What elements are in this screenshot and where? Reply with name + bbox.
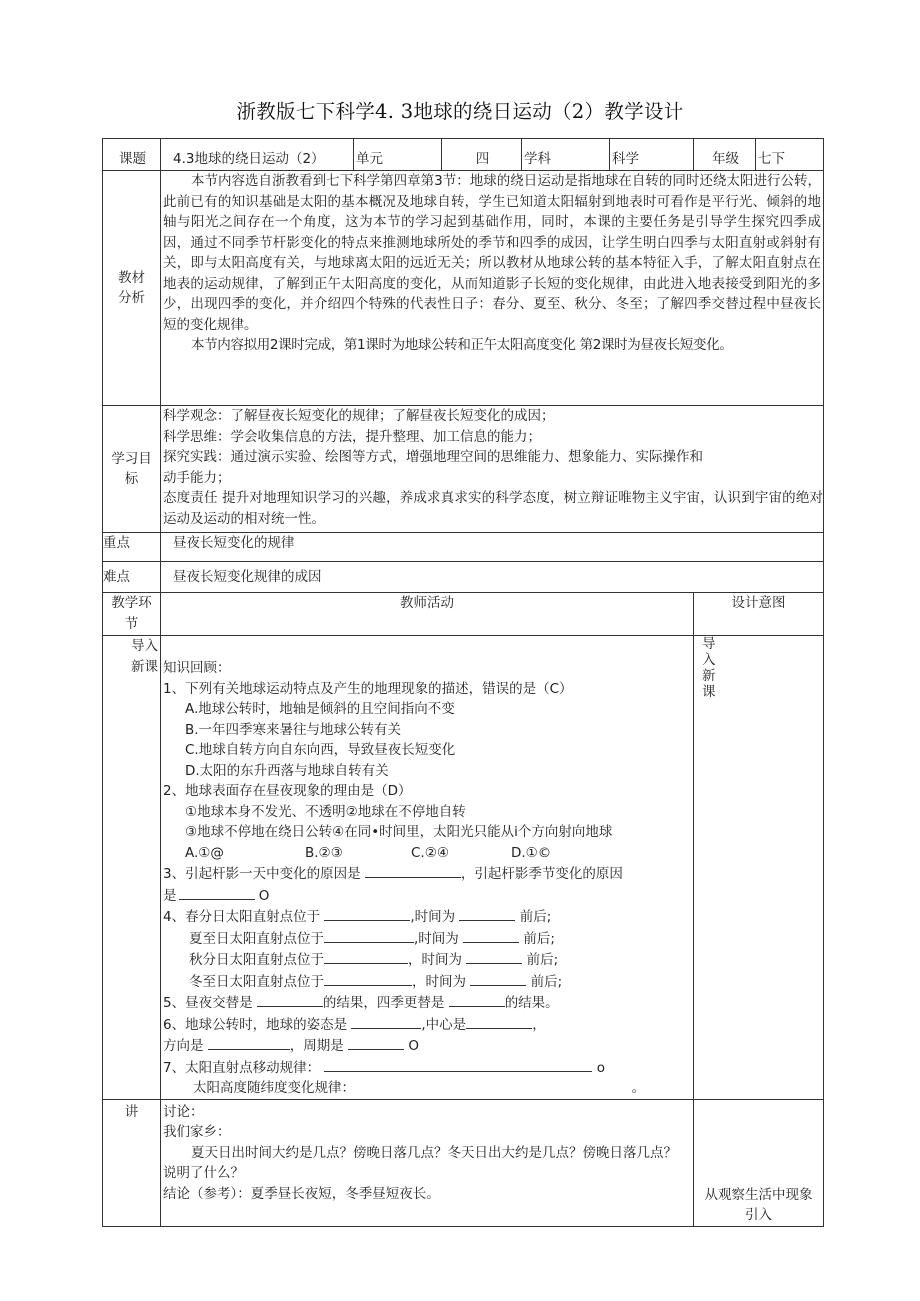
q6b-blank-2 [348, 1035, 404, 1050]
question-3 [163, 863, 693, 885]
q7-text-start: 7、太阳直射点移动规律： [163, 1059, 321, 1076]
grade-value: 七下 [758, 150, 785, 167]
grade-label: 年级 [712, 150, 739, 167]
header-row [103, 139, 824, 171]
lecture-hometown: 我们家乡： [163, 1124, 231, 1140]
q5-blank-1 [257, 992, 323, 1007]
q3-text-end: O [258, 887, 270, 904]
q4b-blank-1 [324, 928, 414, 943]
lecture-intent: 从观察生活中现象引入 [704, 1186, 813, 1223]
q3-text-cont: 是 [163, 887, 177, 904]
q4c-blank-2 [466, 949, 522, 964]
q2-option-c: C.②④ [411, 844, 449, 861]
q4b-blank-2 [463, 928, 519, 943]
analysis-paragraph-2: 本节内容拟用2课时完成，第1课时为地球公转和正午太阳高度变化 第2课时为昼夜长短变化。 [191, 337, 733, 353]
intro-intent: 导入新课 [702, 636, 716, 700]
q3-blank-2 [179, 885, 255, 900]
q1-option-a: A.地球公转时，地轴是倾斜的且空间指向不变 [185, 701, 455, 717]
key-value: 昼夜长短变化的规律 [173, 535, 295, 551]
q6-text-start: 6、地球公转时，地球的姿态是 [163, 1016, 348, 1033]
question-2: 2、地球表面存在昼夜现象的理由是（D） [163, 783, 412, 799]
q4-text-start: 4、春分日太阳直射点位于 [163, 909, 321, 925]
q7-text-end: o [596, 1059, 605, 1076]
q6b-blank-1 [208, 1035, 290, 1050]
q4d-blank-1 [324, 971, 412, 986]
lecture-explain: 说明了什么？ [163, 1165, 244, 1181]
goals-row [103, 406, 824, 533]
q5-blank-2 [449, 992, 505, 1007]
intro-stage-1: 导入 [131, 638, 158, 654]
q4d-text-end: 前后; [530, 973, 563, 990]
question-7 [163, 1057, 693, 1079]
question-3-cont [163, 885, 693, 907]
q1-option-b: B.一年四季寒来暑往与地球公转有关 [185, 721, 402, 738]
q3-text-mid: ，引起杆影季节变化的原因 [460, 866, 623, 882]
subject-value: 科学 [612, 150, 639, 167]
q2-statement-1: ①地球本身不发光、不透明②地球在不停地自转 [185, 803, 466, 820]
column-header-row [103, 593, 824, 636]
q2-option-d: D.①© [511, 844, 552, 861]
goals-label-2: 标 [124, 471, 139, 487]
q1-option-d: D.太阳的东升西落与地球自转有关 [185, 762, 389, 779]
lecture-row [103, 1099, 824, 1226]
key-row [103, 533, 824, 562]
question-4 [163, 906, 693, 928]
question-4c [163, 949, 693, 971]
question-7b [163, 1078, 693, 1099]
lecture-question: 夏天日出时间大约是几点？傍晚日落几点？冬天日出大约是几点？傍晚日落几点？ [191, 1144, 677, 1161]
analysis-row [103, 171, 824, 406]
analysis-label-1: 教材 [118, 269, 145, 286]
goal-practice: 探究实践：通过演示实验、绘图等方式，增强地理空间的思维能力、想象能力、实际操作和 [163, 449, 703, 465]
q4c-blank-1 [324, 949, 408, 964]
q3-blank-1 [365, 863, 461, 878]
q4-text-end: 前后; [519, 909, 552, 925]
q4-blank-2 [459, 906, 515, 921]
goal-practice-cont: 动手能力； [163, 469, 231, 486]
q4d-text-start: 冬至日太阳直射点位于 [189, 973, 324, 990]
q6-blank-2 [466, 1014, 532, 1029]
q2-statement-2: ③地球不停地在绕日公转④在同•时间里，太阳光只能从i个方向射向地球 [185, 824, 613, 840]
course-label: 课题 [119, 150, 146, 167]
q4-blank-1 [324, 906, 410, 921]
q5-text-end: 的结果。 [504, 995, 559, 1011]
intro-stage-2: 新课 [131, 658, 158, 675]
key-label: 重点 [103, 535, 130, 551]
q2-option-b: B.②③ [305, 844, 343, 861]
difficulty-label: 难点 [103, 568, 130, 585]
analysis-paragraph-1: 本节内容选自浙教看到七下科学第四章第3节：地球的绕日运动是指地球在自转的同时还绕太阳进行公转，此前已有的知识基础是太阳的基本概况及地球自转，学生已知道太阳辐射到地表时可看作是平行光、倾斜的地轴与阳光之间存在一个角度，这为本节的学习起到基础作用，同时，本课的主要任务是引导学生探究四季成因，通过不同季节杆影变化的特点来推测地球所处的季节和四季的成因，让学生明白四季与太阳直射或斜射有关，即与太阳高度有关，与地球离太阳的远近无关；所以教材从地球公转的基本特征入手，了解太阳直射点在地表的运动规律，了解到正午太阳高度的变化，从而知道影子长短的变化规律，由此进入地表接受到阳光的多少，出现四季的变化，并介绍四个特殊的代表性日子：春分、夏至、秋分、冬至；了解四季交替过程中昼夜长短的变化规律。 [163, 173, 821, 333]
lecture-discussion: 讨论： [163, 1103, 204, 1120]
q6-text-mid: ,中心是 [421, 1016, 467, 1033]
lecture-conclusion: 结论（参考）：夏季昼长夜短，冬季昼短夜长。 [163, 1185, 440, 1202]
lecture-stage: 讲 [124, 1103, 139, 1120]
difficulty-row [103, 562, 824, 593]
q5-text-start: 5、昼夜交替是 [163, 995, 253, 1011]
q4c-text-start: 秋分日太阳直射点位于 [189, 952, 324, 968]
goal-attitude: 态度责任 提升对地理知识学习的兴趣，养成求真求实的科学态度，树立辩证唯物主义宇宙，认识到宇宙的绝对运动及运动的相对统一性。 [163, 490, 823, 527]
course-value: 4.3地球的绕日运动（2） [173, 150, 325, 167]
q4d-text-mid: ，时间为 [412, 973, 466, 990]
subject-label: 学科 [524, 150, 551, 167]
question-4d [163, 971, 693, 993]
q5-text-mid: 的结果，四季更替是 [322, 995, 445, 1011]
design-intent-header: 设计意图 [731, 595, 786, 611]
review-heading: 知识回顾： [163, 660, 231, 676]
q6b-text-mid: ，周期是 [289, 1038, 344, 1054]
q4b-text-end: 前后; [523, 930, 555, 947]
q4b-text-start: 夏至日太阳直射点位于 [189, 930, 324, 947]
teacher-activity-header: 教师活动 [400, 595, 454, 611]
q3-text-start: 3、引起杆影一天中变化的原因是 [163, 866, 361, 882]
q6b-text-end: O [408, 1038, 420, 1054]
q1-option-c: C.地球自转方向自东向西，导致昼夜长短变化 [185, 742, 456, 758]
q2-options [163, 843, 693, 864]
q6-blank-1 [351, 1014, 421, 1029]
question-1: 1、下列有关地球运动特点及产生的地理现象的描述，错误的是（C） [163, 680, 573, 697]
q7b-text-start: 太阳高度随纬度变化规律： [193, 1080, 355, 1096]
q7b-text-end: 。 [631, 1080, 646, 1096]
q4d-blank-2 [470, 971, 526, 986]
q7-blank-1 [324, 1057, 592, 1072]
stage-header-2: 节 [124, 615, 139, 632]
question-6b [163, 1035, 693, 1057]
q2-option-a: A.①@ [185, 844, 224, 861]
difficulty-value: 昼夜长短变化规律的成因 [173, 568, 322, 585]
unit-label: 单元 [356, 150, 383, 167]
question-5 [163, 992, 693, 1014]
lesson-plan-table [102, 138, 824, 1227]
stage-header-1: 教学环 [111, 595, 152, 611]
q4-text-mid: ,时间为 [410, 909, 456, 925]
unit-value: 四 [475, 150, 490, 167]
q4c-text-end: 前后; [526, 952, 559, 968]
question-4b [163, 928, 693, 950]
q6b-text-start: 方向是 [163, 1038, 204, 1054]
q4b-text-mid: ,时间为 [414, 930, 459, 947]
question-6 [163, 1014, 693, 1036]
analysis-label-2: 分析 [118, 290, 145, 306]
intro-row [103, 636, 824, 1100]
q4c-text-mid: ，时间为 [408, 952, 462, 968]
goals-label-1: 学习目 [111, 450, 152, 467]
document-title: 浙教版七下科学4. 3地球的绕日运动（2）教学设计 [236, 100, 684, 123]
q6-text-end: ， [532, 1016, 546, 1033]
goal-concept: 科学观念：了解昼夜长短变化的规律；了解昼夜长短变化的成因； [163, 408, 555, 424]
goal-thinking: 科学思维：学会收集信息的方法，提升整理、加工信息的能力； [163, 428, 541, 445]
